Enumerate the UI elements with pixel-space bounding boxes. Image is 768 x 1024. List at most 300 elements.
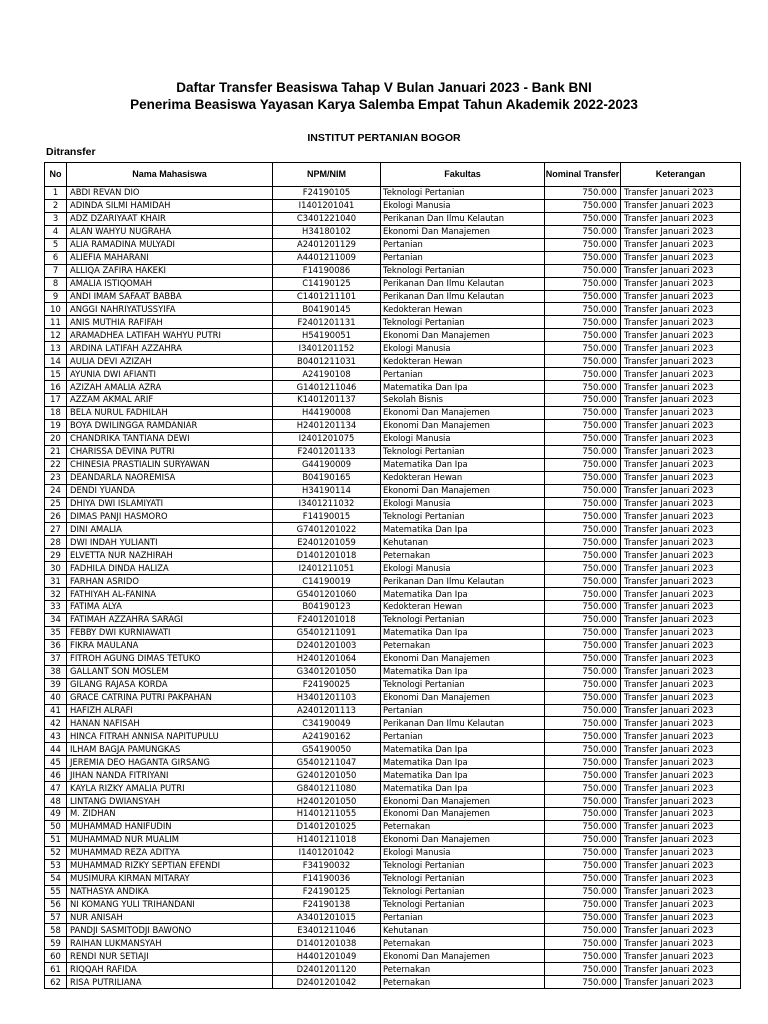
student-npm: D2401201120 xyxy=(273,963,381,976)
transfer-note: Transfer Januari 2023 xyxy=(621,251,741,264)
student-faculty: Ekonomi Dan Manajemen xyxy=(381,691,545,704)
student-name: CHANDRIKA TANTIANA DEWI xyxy=(67,432,273,445)
row-number: 43 xyxy=(45,730,67,743)
table-row xyxy=(45,484,741,497)
student-faculty: Kedokteran Hewan xyxy=(381,303,545,316)
student-faculty: Pertanian xyxy=(381,238,545,251)
table-row xyxy=(45,885,741,898)
transfer-amount: 750.000 xyxy=(545,238,621,251)
student-npm: D1401201038 xyxy=(273,937,381,950)
student-npm: A2401201113 xyxy=(273,704,381,717)
row-number: 3 xyxy=(45,212,67,225)
student-faculty: Matematika Dan Ipa xyxy=(381,381,545,394)
row-number: 34 xyxy=(45,613,67,626)
student-faculty: Ekonomi Dan Manajemen xyxy=(381,419,545,432)
table-row xyxy=(45,639,741,652)
student-npm: D2401201042 xyxy=(273,976,381,989)
row-number: 38 xyxy=(45,665,67,678)
transfer-amount: 750.000 xyxy=(545,678,621,691)
student-faculty: Peternakan xyxy=(381,937,545,950)
student-npm: A4401211009 xyxy=(273,251,381,264)
student-faculty: Perikanan Dan Ilmu Kelautan xyxy=(381,575,545,588)
student-name: CHARISSA DEVINA PUTRI xyxy=(67,445,273,458)
student-npm: G54190050 xyxy=(273,743,381,756)
transfer-note: Transfer Januari 2023 xyxy=(621,238,741,251)
student-npm: G5401211047 xyxy=(273,756,381,769)
student-faculty: Ekonomi Dan Manajemen xyxy=(381,406,545,419)
transfer-amount: 750.000 xyxy=(545,639,621,652)
student-name: AULIA DEVI AZIZAH xyxy=(67,355,273,368)
student-npm: F14190036 xyxy=(273,872,381,885)
transfer-amount: 750.000 xyxy=(545,950,621,963)
student-npm: H3401201103 xyxy=(273,691,381,704)
transfer-amount: 750.000 xyxy=(545,419,621,432)
transfer-amount: 750.000 xyxy=(545,795,621,808)
student-npm: F2401201018 xyxy=(273,613,381,626)
row-number: 22 xyxy=(45,458,67,471)
table-row xyxy=(45,199,741,212)
row-number: 58 xyxy=(45,924,67,937)
student-npm: I2401211051 xyxy=(273,562,381,575)
table-row xyxy=(45,898,741,911)
table-row xyxy=(45,601,741,614)
transfer-amount: 750.000 xyxy=(545,588,621,601)
table-row xyxy=(45,471,741,484)
student-name: ARDINA LATIFAH AZZAHRA xyxy=(67,342,273,355)
student-name: DWI INDAH YULIANTI xyxy=(67,536,273,549)
table-row xyxy=(45,808,741,821)
student-npm: H2401201064 xyxy=(273,652,381,665)
student-name: MUHAMMAD REZA ADITYA xyxy=(67,846,273,859)
transfer-amount: 750.000 xyxy=(545,251,621,264)
row-number: 56 xyxy=(45,898,67,911)
transfer-note: Transfer Januari 2023 xyxy=(621,419,741,432)
table-row xyxy=(45,523,741,536)
student-name: HANAN NAFISAH xyxy=(67,717,273,730)
transfer-amount: 750.000 xyxy=(545,717,621,730)
student-name: BOYA DWILINGGA RAMDANIAR xyxy=(67,419,273,432)
column-header-name: Nama Mahasiswa xyxy=(67,163,273,187)
student-npm: C14190019 xyxy=(273,575,381,588)
transfer-amount: 750.000 xyxy=(545,471,621,484)
transfer-note: Transfer Januari 2023 xyxy=(621,652,741,665)
student-name: FATHIYAH AL-FANINA xyxy=(67,588,273,601)
transfer-note: Transfer Januari 2023 xyxy=(621,795,741,808)
row-number: 59 xyxy=(45,937,67,950)
table-row xyxy=(45,329,741,342)
transfer-amount: 750.000 xyxy=(545,484,621,497)
transfer-amount: 750.000 xyxy=(545,820,621,833)
transfer-note: Transfer Januari 2023 xyxy=(621,626,741,639)
row-number: 51 xyxy=(45,833,67,846)
transfer-amount: 750.000 xyxy=(545,976,621,989)
row-number: 44 xyxy=(45,743,67,756)
student-npm: A2401201129 xyxy=(273,238,381,251)
student-npm: F2401201131 xyxy=(273,316,381,329)
student-name: RISA PUTRILIANA xyxy=(67,976,273,989)
student-faculty: Teknologi Pertanian xyxy=(381,859,545,872)
row-number: 19 xyxy=(45,419,67,432)
student-faculty: Ekologi Manusia xyxy=(381,342,545,355)
transfer-note: Transfer Januari 2023 xyxy=(621,368,741,381)
student-name: ADZ DZARIYAAT KHAIR xyxy=(67,212,273,225)
student-name: DEANDARLA NAOREMISA xyxy=(67,471,273,484)
column-header-faculty: Fakultas xyxy=(381,163,545,187)
transfer-note: Transfer Januari 2023 xyxy=(621,199,741,212)
student-faculty: Peternakan xyxy=(381,963,545,976)
student-faculty: Kedokteran Hewan xyxy=(381,471,545,484)
transfer-amount: 750.000 xyxy=(545,963,621,976)
table-row xyxy=(45,911,741,924)
transfer-note: Transfer Januari 2023 xyxy=(621,497,741,510)
student-name: HINCA FITRAH ANNISA NAPITUPULU xyxy=(67,730,273,743)
table-row xyxy=(45,626,741,639)
transfer-note: Transfer Januari 2023 xyxy=(621,691,741,704)
student-faculty: Matematika Dan Ipa xyxy=(381,743,545,756)
transfer-note: Transfer Januari 2023 xyxy=(621,536,741,549)
student-faculty: Ekologi Manusia xyxy=(381,199,545,212)
table-row xyxy=(45,575,741,588)
student-faculty: Sekolah Bisnis xyxy=(381,394,545,407)
student-name: ADINDA SILMI HAMIDAH xyxy=(67,199,273,212)
transfer-amount: 750.000 xyxy=(545,290,621,303)
student-name: JIHAN NANDA FITRIYANI xyxy=(67,769,273,782)
row-number: 45 xyxy=(45,756,67,769)
student-name: MUSIMURA KIRMAN MITARAY xyxy=(67,872,273,885)
transfer-note: Transfer Januari 2023 xyxy=(621,510,741,523)
student-name: MUHAMMAD HANIFUDIN xyxy=(67,820,273,833)
transfer-amount: 750.000 xyxy=(545,756,621,769)
student-npm: G1401211046 xyxy=(273,381,381,394)
transfer-note: Transfer Januari 2023 xyxy=(621,381,741,394)
student-name: AZIZAH AMALIA AZRA xyxy=(67,381,273,394)
student-name: NATHASYA ANDIKA xyxy=(67,885,273,898)
transfer-amount: 750.000 xyxy=(545,394,621,407)
student-faculty: Matematika Dan Ipa xyxy=(381,588,545,601)
student-faculty: Perikanan Dan Ilmu Kelautan xyxy=(381,717,545,730)
transfer-note: Transfer Januari 2023 xyxy=(621,846,741,859)
table-row xyxy=(45,820,741,833)
transfer-note: Transfer Januari 2023 xyxy=(621,458,741,471)
student-npm: G8401211080 xyxy=(273,782,381,795)
student-faculty: Kehutanan xyxy=(381,924,545,937)
section-label: Ditransfer xyxy=(46,146,96,158)
document-title: Daftar Transfer Beasiswa Tahap V Bulan Januari 2023 - Bank BNI xyxy=(176,80,592,95)
row-number: 52 xyxy=(45,846,67,859)
table-row xyxy=(45,613,741,626)
transfer-amount: 750.000 xyxy=(545,859,621,872)
student-name: ALIA RAMADINA MULYADI xyxy=(67,238,273,251)
student-name: FADHILA DINDA HALIZA xyxy=(67,562,273,575)
student-name: RENDI NUR SETIAJI xyxy=(67,950,273,963)
transfer-amount: 750.000 xyxy=(545,924,621,937)
transfer-note: Transfer Januari 2023 xyxy=(621,820,741,833)
transfer-note: Transfer Januari 2023 xyxy=(621,911,741,924)
transfer-note: Transfer Januari 2023 xyxy=(621,303,741,316)
transfer-amount: 750.000 xyxy=(545,549,621,562)
table-row xyxy=(45,562,741,575)
institution-name: INSTITUT PERTANIAN BOGOR xyxy=(307,132,461,144)
table-row xyxy=(45,342,741,355)
student-name: ANIS MUTHIA RAFIFAH xyxy=(67,316,273,329)
table-row xyxy=(45,549,741,562)
student-npm: I3401201152 xyxy=(273,342,381,355)
transfer-note: Transfer Januari 2023 xyxy=(621,277,741,290)
table-row xyxy=(45,691,741,704)
student-npm: B04190165 xyxy=(273,471,381,484)
row-number: 54 xyxy=(45,872,67,885)
transfer-note: Transfer Januari 2023 xyxy=(621,924,741,937)
transfer-note: Transfer Januari 2023 xyxy=(621,342,741,355)
student-name: KAYLA RIZKY AMALIA PUTRI xyxy=(67,782,273,795)
student-npm: B04190145 xyxy=(273,303,381,316)
row-number: 32 xyxy=(45,588,67,601)
row-number: 27 xyxy=(45,523,67,536)
table-row xyxy=(45,963,741,976)
row-number: 18 xyxy=(45,406,67,419)
student-faculty: Matematika Dan Ipa xyxy=(381,665,545,678)
transfer-note: Transfer Januari 2023 xyxy=(621,808,741,821)
student-faculty: Teknologi Pertanian xyxy=(381,316,545,329)
transfer-note: Transfer Januari 2023 xyxy=(621,782,741,795)
transfer-amount: 750.000 xyxy=(545,613,621,626)
student-name: GILANG RAJASA KORDA xyxy=(67,678,273,691)
row-number: 36 xyxy=(45,639,67,652)
column-header-note: Keterangan xyxy=(621,163,741,187)
student-npm: H1401211018 xyxy=(273,833,381,846)
student-faculty: Pertanian xyxy=(381,368,545,381)
table-row xyxy=(45,950,741,963)
transfer-amount: 750.000 xyxy=(545,769,621,782)
student-npm: E2401201059 xyxy=(273,536,381,549)
transfer-note: Transfer Januari 2023 xyxy=(621,394,741,407)
transfer-amount: 750.000 xyxy=(545,601,621,614)
student-faculty: Teknologi Pertanian xyxy=(381,885,545,898)
student-name: MUHAMMAD RIZKY SEPTIAN EFENDI xyxy=(67,859,273,872)
table-row xyxy=(45,394,741,407)
transfer-note: Transfer Januari 2023 xyxy=(621,445,741,458)
student-npm: I3401211032 xyxy=(273,497,381,510)
student-npm: H34180102 xyxy=(273,225,381,238)
student-faculty: Teknologi Pertanian xyxy=(381,187,545,200)
student-npm: E3401211046 xyxy=(273,924,381,937)
row-number: 49 xyxy=(45,808,67,821)
student-faculty: Teknologi Pertanian xyxy=(381,510,545,523)
student-name: HAFIZH ALRAFI xyxy=(67,704,273,717)
student-name: GALLANT SON MOSLEM xyxy=(67,665,273,678)
student-npm: C14190125 xyxy=(273,277,381,290)
transfer-amount: 750.000 xyxy=(545,187,621,200)
student-name: AZZAM AKMAL ARIF xyxy=(67,394,273,407)
transfer-note: Transfer Januari 2023 xyxy=(621,859,741,872)
table-row xyxy=(45,846,741,859)
transfer-note: Transfer Januari 2023 xyxy=(621,833,741,846)
table-row xyxy=(45,187,741,200)
table-row xyxy=(45,238,741,251)
table-row xyxy=(45,743,741,756)
row-number: 20 xyxy=(45,432,67,445)
row-number: 31 xyxy=(45,575,67,588)
student-npm: H2401201134 xyxy=(273,419,381,432)
table-row xyxy=(45,264,741,277)
student-name: FATIMAH AZZAHRA SARAGI xyxy=(67,613,273,626)
row-number: 29 xyxy=(45,549,67,562)
row-number: 57 xyxy=(45,911,67,924)
student-name: FEBBY DWI KURNIAWATI xyxy=(67,626,273,639)
table-row xyxy=(45,678,741,691)
table-row xyxy=(45,833,741,846)
student-name: ALLIQA ZAFIRA HAKEKI xyxy=(67,264,273,277)
row-number: 55 xyxy=(45,885,67,898)
row-number: 61 xyxy=(45,963,67,976)
student-npm: G5401211091 xyxy=(273,626,381,639)
student-npm: C34190049 xyxy=(273,717,381,730)
transfer-note: Transfer Januari 2023 xyxy=(621,225,741,238)
student-faculty: Ekologi Manusia xyxy=(381,562,545,575)
student-name: DINI AMALIA xyxy=(67,523,273,536)
student-faculty: Perikanan Dan Ilmu Kelautan xyxy=(381,277,545,290)
student-name: ALIEFIA MAHARANI xyxy=(67,251,273,264)
document-subtitle: Penerima Beasiswa Yayasan Karya Salemba Empat Tahun Akademik 2022-2023 xyxy=(130,97,638,112)
row-number: 24 xyxy=(45,484,67,497)
transfer-amount: 750.000 xyxy=(545,199,621,212)
student-npm: F24190125 xyxy=(273,885,381,898)
student-name: ALAN WAHYU NUGRAHA xyxy=(67,225,273,238)
transfer-note: Transfer Januari 2023 xyxy=(621,898,741,911)
row-number: 41 xyxy=(45,704,67,717)
row-number: 16 xyxy=(45,381,67,394)
student-faculty: Pertanian xyxy=(381,251,545,264)
student-faculty: Ekologi Manusia xyxy=(381,432,545,445)
student-name: FATIMA ALYA xyxy=(67,601,273,614)
transfer-amount: 750.000 xyxy=(545,575,621,588)
student-npm: I2401201075 xyxy=(273,432,381,445)
row-number: 42 xyxy=(45,717,67,730)
transfer-amount: 750.000 xyxy=(545,782,621,795)
student-npm: A3401201015 xyxy=(273,911,381,924)
table-body xyxy=(45,187,741,989)
table-row xyxy=(45,704,741,717)
student-name: ABDI REVAN DIO xyxy=(67,187,273,200)
student-npm: F24190025 xyxy=(273,678,381,691)
transfer-amount: 750.000 xyxy=(545,743,621,756)
row-number: 30 xyxy=(45,562,67,575)
student-name: AMALIA ISTIQOMAH xyxy=(67,277,273,290)
table-row xyxy=(45,419,741,432)
student-name: LINTANG DWIANSYAH xyxy=(67,795,273,808)
transfer-note: Transfer Januari 2023 xyxy=(621,316,741,329)
transfer-note: Transfer Januari 2023 xyxy=(621,264,741,277)
transfer-note: Transfer Januari 2023 xyxy=(621,290,741,303)
transfer-amount: 750.000 xyxy=(545,833,621,846)
student-name: PANDJI SASMITODJI BAWONO xyxy=(67,924,273,937)
row-number: 13 xyxy=(45,342,67,355)
table-row xyxy=(45,406,741,419)
student-npm: H44190008 xyxy=(273,406,381,419)
student-faculty: Kehutanan xyxy=(381,536,545,549)
table-row xyxy=(45,730,741,743)
row-number: 48 xyxy=(45,795,67,808)
transfer-amount: 750.000 xyxy=(545,510,621,523)
column-header-npm: NPM/NIM xyxy=(273,163,381,187)
transfer-amount: 750.000 xyxy=(545,536,621,549)
row-number: 17 xyxy=(45,394,67,407)
student-faculty: Matematika Dan Ipa xyxy=(381,756,545,769)
student-name: NUR ANISAH xyxy=(67,911,273,924)
student-npm: D2401201003 xyxy=(273,639,381,652)
table-header-row xyxy=(45,163,741,187)
row-number: 6 xyxy=(45,251,67,264)
transfer-note: Transfer Januari 2023 xyxy=(621,665,741,678)
transfer-note: Transfer Januari 2023 xyxy=(621,704,741,717)
transfer-amount: 750.000 xyxy=(545,626,621,639)
transfer-amount: 750.000 xyxy=(545,445,621,458)
table-row xyxy=(45,769,741,782)
student-name: GRACE CATRINA PUTRI PAKPAHAN xyxy=(67,691,273,704)
row-number: 47 xyxy=(45,782,67,795)
table-row xyxy=(45,277,741,290)
row-number: 11 xyxy=(45,316,67,329)
transfer-amount: 750.000 xyxy=(545,316,621,329)
student-faculty: Peternakan xyxy=(381,549,545,562)
table-row xyxy=(45,381,741,394)
transfer-note: Transfer Januari 2023 xyxy=(621,588,741,601)
student-npm: A24190108 xyxy=(273,368,381,381)
table-row xyxy=(45,303,741,316)
student-faculty: Matematika Dan Ipa xyxy=(381,782,545,795)
student-name: FIKRA MAULANA xyxy=(67,639,273,652)
transfer-note: Transfer Januari 2023 xyxy=(621,187,741,200)
student-faculty: Ekologi Manusia xyxy=(381,846,545,859)
row-number: 4 xyxy=(45,225,67,238)
student-npm: H4401201049 xyxy=(273,950,381,963)
student-faculty: Perikanan Dan Ilmu Kelautan xyxy=(381,290,545,303)
student-faculty: Pertanian xyxy=(381,730,545,743)
student-faculty: Ekonomi Dan Manajemen xyxy=(381,950,545,963)
transfer-amount: 750.000 xyxy=(545,329,621,342)
row-number: 15 xyxy=(45,368,67,381)
transfer-note: Transfer Januari 2023 xyxy=(621,212,741,225)
transfer-amount: 750.000 xyxy=(545,562,621,575)
student-faculty: Pertanian xyxy=(381,704,545,717)
table-row xyxy=(45,225,741,238)
student-name: ELVETTA NUR NAZHIRAH xyxy=(67,549,273,562)
transfer-amount: 750.000 xyxy=(545,872,621,885)
transfer-amount: 750.000 xyxy=(545,730,621,743)
student-name: DENDI YUANDA xyxy=(67,484,273,497)
transfer-amount: 750.000 xyxy=(545,704,621,717)
transfer-amount: 750.000 xyxy=(545,458,621,471)
student-npm: D1401201025 xyxy=(273,820,381,833)
table-row xyxy=(45,717,741,730)
transfer-amount: 750.000 xyxy=(545,406,621,419)
table-row xyxy=(45,290,741,303)
student-npm: C1401211101 xyxy=(273,290,381,303)
transfer-note: Transfer Januari 2023 xyxy=(621,872,741,885)
transfer-amount: 750.000 xyxy=(545,368,621,381)
row-number: 10 xyxy=(45,303,67,316)
transfer-amount: 750.000 xyxy=(545,911,621,924)
transfer-amount: 750.000 xyxy=(545,277,621,290)
student-faculty: Pertanian xyxy=(381,911,545,924)
row-number: 7 xyxy=(45,264,67,277)
student-npm: G5401201060 xyxy=(273,588,381,601)
student-npm: F24190105 xyxy=(273,187,381,200)
student-faculty: Ekonomi Dan Manajemen xyxy=(381,795,545,808)
student-faculty: Matematika Dan Ipa xyxy=(381,523,545,536)
row-number: 23 xyxy=(45,471,67,484)
table-row xyxy=(45,355,741,368)
